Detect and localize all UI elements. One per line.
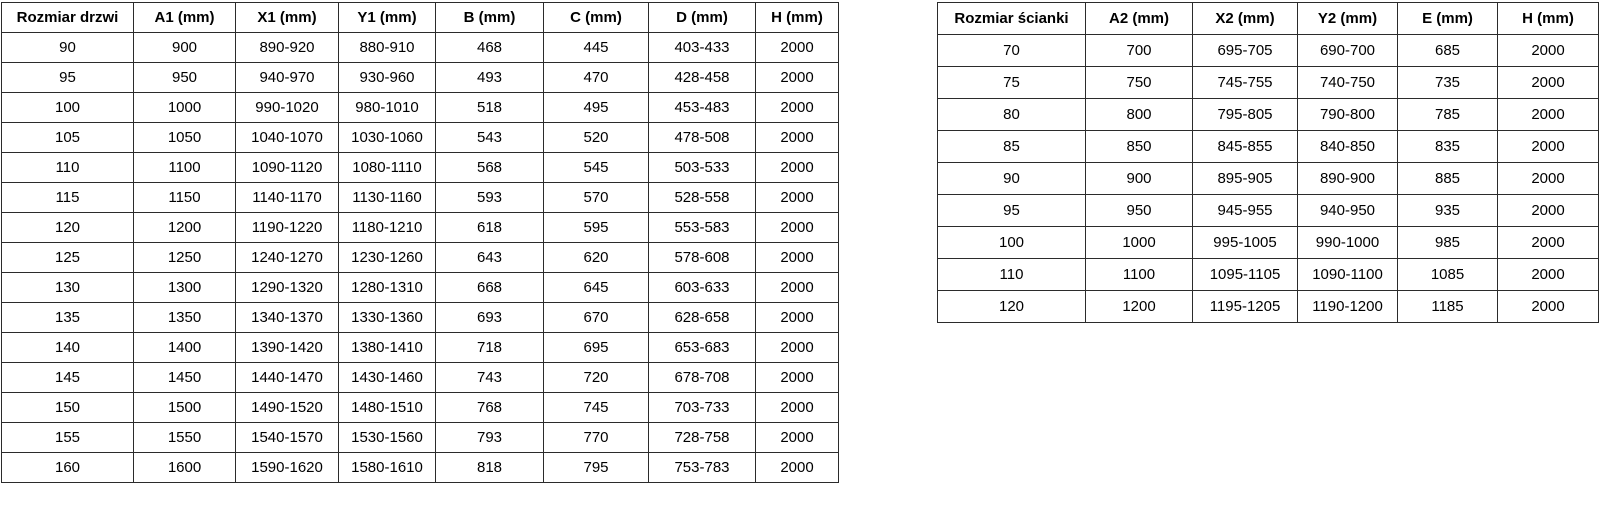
table-cell: 2000 (1498, 67, 1599, 99)
table-cell: 1480-1510 (339, 393, 436, 423)
table-cell: 403-433 (649, 33, 756, 63)
table-cell: 135 (2, 303, 134, 333)
table-cell: 795-805 (1193, 99, 1298, 131)
door-size-table (1, 2, 839, 483)
table-cell: 2000 (1498, 35, 1599, 67)
column-header: Rozmiar drzwi (2, 3, 134, 33)
table-cell: 553-583 (649, 213, 756, 243)
table-cell: 1050 (134, 123, 236, 153)
column-header: D (mm) (649, 3, 756, 33)
table-row (938, 67, 1599, 99)
table-cell: 468 (436, 33, 544, 63)
table-cell: 2000 (756, 303, 839, 333)
table-cell: 653-683 (649, 333, 756, 363)
table-cell: 728-758 (649, 423, 756, 453)
table-cell: 1150 (134, 183, 236, 213)
wall-size-table (937, 2, 1599, 323)
table-row (938, 291, 1599, 323)
column-header: A2 (mm) (1086, 3, 1193, 35)
table-cell: 2000 (756, 243, 839, 273)
table-cell: 453-483 (649, 93, 756, 123)
table-cell: 110 (938, 259, 1086, 291)
table-row (2, 303, 839, 333)
table-cell: 768 (436, 393, 544, 423)
table-cell: 2000 (1498, 163, 1599, 195)
table-cell: 528-558 (649, 183, 756, 213)
table-cell: 100 (938, 227, 1086, 259)
table-cell: 1085 (1398, 259, 1498, 291)
table-cell: 578-608 (649, 243, 756, 273)
table-cell: 785 (1398, 99, 1498, 131)
table-cell: 793 (436, 423, 544, 453)
table-cell: 885 (1398, 163, 1498, 195)
table-cell: 595 (544, 213, 649, 243)
wall-table-header-row (938, 3, 1599, 35)
table-cell: 1190-1200 (1298, 291, 1398, 323)
table-cell: 1530-1560 (339, 423, 436, 453)
column-header: X2 (mm) (1193, 3, 1298, 35)
table-cell: 90 (2, 33, 134, 63)
column-header: H (mm) (756, 3, 839, 33)
table-cell: 670 (544, 303, 649, 333)
table-cell: 1440-1470 (236, 363, 339, 393)
table-cell: 130 (2, 273, 134, 303)
table-row (938, 195, 1599, 227)
table-cell: 100 (2, 93, 134, 123)
table-cell: 85 (938, 131, 1086, 163)
table-cell: 2000 (1498, 131, 1599, 163)
table-cell: 1140-1170 (236, 183, 339, 213)
table-cell: 1330-1360 (339, 303, 436, 333)
table-row (2, 393, 839, 423)
column-header: E (mm) (1398, 3, 1498, 35)
table-cell: 990-1020 (236, 93, 339, 123)
table-row (2, 273, 839, 303)
table-cell: 930-960 (339, 63, 436, 93)
table-cell: 668 (436, 273, 544, 303)
table-cell: 105 (2, 123, 134, 153)
table-cell: 1240-1270 (236, 243, 339, 273)
table-cell: 618 (436, 213, 544, 243)
table-cell: 745-755 (1193, 67, 1298, 99)
table-cell: 900 (1086, 163, 1193, 195)
table-cell: 1000 (1086, 227, 1193, 259)
table-cell: 628-658 (649, 303, 756, 333)
column-header: Rozmiar ścianki (938, 3, 1086, 35)
table-cell: 1200 (1086, 291, 1193, 323)
table-cell: 718 (436, 333, 544, 363)
table-cell: 1590-1620 (236, 453, 339, 483)
table-cell: 1080-1110 (339, 153, 436, 183)
table-cell: 2000 (756, 333, 839, 363)
table-cell: 1090-1100 (1298, 259, 1398, 291)
table-cell: 445 (544, 33, 649, 63)
table-cell: 520 (544, 123, 649, 153)
table-cell: 2000 (1498, 259, 1599, 291)
table-cell: 750 (1086, 67, 1193, 99)
table-cell: 645 (544, 273, 649, 303)
table-cell: 690-700 (1298, 35, 1398, 67)
table-cell: 155 (2, 423, 134, 453)
table-cell: 1000 (134, 93, 236, 123)
table-row (2, 333, 839, 363)
table-cell: 1030-1060 (339, 123, 436, 153)
table-cell: 1100 (134, 153, 236, 183)
column-header: A1 (mm) (134, 3, 236, 33)
table-cell: 745 (544, 393, 649, 423)
table-cell: 543 (436, 123, 544, 153)
table-cell: 115 (2, 183, 134, 213)
table-cell: 2000 (1498, 291, 1599, 323)
table-row (938, 259, 1599, 291)
table-cell: 935 (1398, 195, 1498, 227)
table-row (2, 453, 839, 483)
table-cell: 770 (544, 423, 649, 453)
column-header: C (mm) (544, 3, 649, 33)
table-cell: 545 (544, 153, 649, 183)
table-cell: 2000 (756, 453, 839, 483)
table-cell: 428-458 (649, 63, 756, 93)
table-cell: 1100 (1086, 259, 1193, 291)
table-cell: 1195-1205 (1193, 291, 1298, 323)
table-cell: 110 (2, 153, 134, 183)
table-cell: 2000 (1498, 227, 1599, 259)
table-row (2, 213, 839, 243)
table-row (938, 35, 1599, 67)
table-cell: 1580-1610 (339, 453, 436, 483)
table-cell: 1095-1105 (1193, 259, 1298, 291)
table-cell: 90 (938, 163, 1086, 195)
table-row (2, 93, 839, 123)
table-cell: 2000 (756, 213, 839, 243)
column-header: B (mm) (436, 3, 544, 33)
table-cell: 2000 (756, 273, 839, 303)
table-cell: 95 (2, 63, 134, 93)
table-cell: 1290-1320 (236, 273, 339, 303)
table-cell: 1500 (134, 393, 236, 423)
table-cell: 900 (134, 33, 236, 63)
table-cell: 735 (1398, 67, 1498, 99)
table-cell: 720 (544, 363, 649, 393)
table-cell: 120 (2, 213, 134, 243)
table-cell: 2000 (756, 393, 839, 423)
table-cell: 518 (436, 93, 544, 123)
table-cell: 1040-1070 (236, 123, 339, 153)
table-cell: 985 (1398, 227, 1498, 259)
table-cell: 800 (1086, 99, 1193, 131)
table-cell: 495 (544, 93, 649, 123)
table-cell: 1450 (134, 363, 236, 393)
table-cell: 890-920 (236, 33, 339, 63)
table-row (2, 183, 839, 213)
table-cell: 850 (1086, 131, 1193, 163)
column-header: X1 (mm) (236, 3, 339, 33)
table-cell: 1400 (134, 333, 236, 363)
table-cell: 1300 (134, 273, 236, 303)
table-cell: 2000 (756, 123, 839, 153)
table-cell: 1430-1460 (339, 363, 436, 393)
table-cell: 2000 (1498, 195, 1599, 227)
table-cell: 568 (436, 153, 544, 183)
table-row (2, 243, 839, 273)
table-cell: 895-905 (1193, 163, 1298, 195)
table-cell: 693 (436, 303, 544, 333)
table-row (2, 33, 839, 63)
table-cell: 990-1000 (1298, 227, 1398, 259)
table-cell: 845-855 (1193, 131, 1298, 163)
table-cell: 120 (938, 291, 1086, 323)
table-cell: 678-708 (649, 363, 756, 393)
table-cell: 1600 (134, 453, 236, 483)
table-cell: 75 (938, 67, 1086, 99)
table-cell: 835 (1398, 131, 1498, 163)
table-cell: 145 (2, 363, 134, 393)
table-cell: 70 (938, 35, 1086, 67)
table-cell: 685 (1398, 35, 1498, 67)
table-cell: 1550 (134, 423, 236, 453)
table-cell: 703-733 (649, 393, 756, 423)
table-cell: 890-900 (1298, 163, 1398, 195)
table-cell: 1180-1210 (339, 213, 436, 243)
table-cell: 1190-1220 (236, 213, 339, 243)
table-cell: 503-533 (649, 153, 756, 183)
table-cell: 980-1010 (339, 93, 436, 123)
table-cell: 950 (134, 63, 236, 93)
table-cell: 2000 (756, 363, 839, 393)
table-cell: 2000 (756, 63, 839, 93)
table-row (938, 227, 1599, 259)
table-cell: 880-910 (339, 33, 436, 63)
table-cell: 1380-1410 (339, 333, 436, 363)
table-cell: 570 (544, 183, 649, 213)
table-cell: 1090-1120 (236, 153, 339, 183)
table-cell: 493 (436, 63, 544, 93)
table-cell: 2000 (756, 183, 839, 213)
table-cell: 945-955 (1193, 195, 1298, 227)
table-cell: 1540-1570 (236, 423, 339, 453)
table-row (938, 99, 1599, 131)
door-table-body (2, 33, 839, 483)
table-cell: 1250 (134, 243, 236, 273)
table-cell: 1200 (134, 213, 236, 243)
wall-table-body (938, 35, 1599, 323)
table-cell: 818 (436, 453, 544, 483)
table-cell: 695 (544, 333, 649, 363)
table-cell: 795 (544, 453, 649, 483)
table-row (2, 363, 839, 393)
table-cell: 2000 (756, 423, 839, 453)
table-cell: 1340-1370 (236, 303, 339, 333)
table-cell: 995-1005 (1193, 227, 1298, 259)
table-cell: 940-950 (1298, 195, 1398, 227)
table-row (938, 131, 1599, 163)
table-cell: 1185 (1398, 291, 1498, 323)
table-cell: 790-800 (1298, 99, 1398, 131)
table-row (2, 153, 839, 183)
table-cell: 643 (436, 243, 544, 273)
door-table-header-row (2, 3, 839, 33)
table-cell: 695-705 (1193, 35, 1298, 67)
table-cell: 1280-1310 (339, 273, 436, 303)
table-cell: 1350 (134, 303, 236, 333)
table-cell: 1390-1420 (236, 333, 339, 363)
table-cell: 160 (2, 453, 134, 483)
table-cell: 620 (544, 243, 649, 273)
table-cell: 1130-1160 (339, 183, 436, 213)
column-header: Y1 (mm) (339, 3, 436, 33)
table-cell: 1230-1260 (339, 243, 436, 273)
table-cell: 2000 (756, 153, 839, 183)
table-cell: 753-783 (649, 453, 756, 483)
table-cell: 603-633 (649, 273, 756, 303)
table-cell: 740-750 (1298, 67, 1398, 99)
table-cell: 95 (938, 195, 1086, 227)
table-row (2, 423, 839, 453)
table-cell: 140 (2, 333, 134, 363)
column-header: Y2 (mm) (1298, 3, 1398, 35)
table-row (2, 63, 839, 93)
table-cell: 950 (1086, 195, 1193, 227)
table-cell: 593 (436, 183, 544, 213)
table-cell: 1490-1520 (236, 393, 339, 423)
table-cell: 743 (436, 363, 544, 393)
table-cell: 80 (938, 99, 1086, 131)
table-cell: 125 (2, 243, 134, 273)
table-row (938, 163, 1599, 195)
table-cell: 700 (1086, 35, 1193, 67)
table-cell: 478-508 (649, 123, 756, 153)
table-cell: 470 (544, 63, 649, 93)
table-cell: 150 (2, 393, 134, 423)
column-header: H (mm) (1498, 3, 1599, 35)
table-cell: 940-970 (236, 63, 339, 93)
table-cell: 840-850 (1298, 131, 1398, 163)
table-cell: 2000 (756, 93, 839, 123)
table-cell: 2000 (756, 33, 839, 63)
table-row (2, 123, 839, 153)
table-cell: 2000 (1498, 99, 1599, 131)
